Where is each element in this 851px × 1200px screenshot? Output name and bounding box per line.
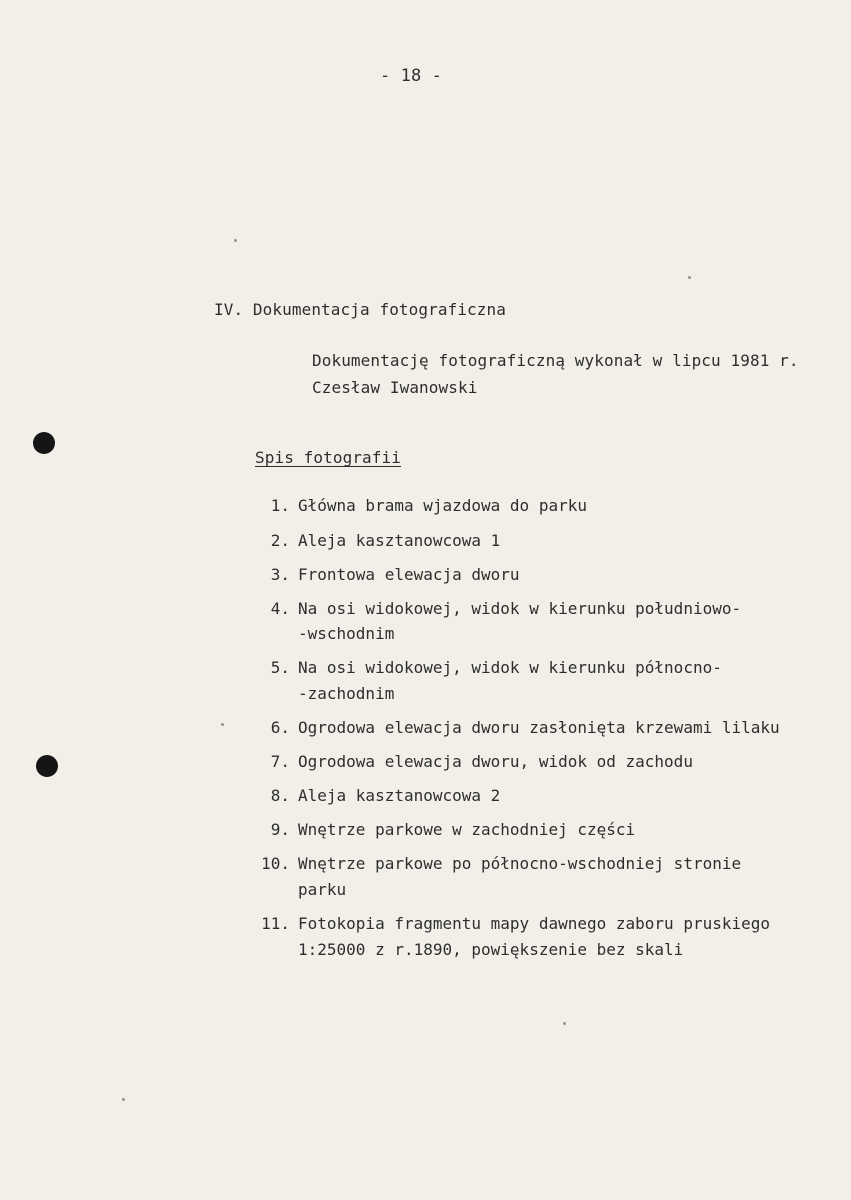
list-item-text: Na osi widokowej, widok w kierunku południowo- (298, 599, 742, 618)
list-item-number: 5. (270, 658, 290, 677)
list-item-text: Ogrodowa elewacja dworu, widok od zachodu (298, 752, 693, 771)
paper-speck (688, 276, 691, 279)
list-item-number: 10. (261, 854, 290, 873)
list-item-text: Wnętrze parkowe po północno-wschodniej stronie (298, 854, 742, 873)
list-item-text: Aleja kasztanowcowa 2 (298, 786, 501, 805)
list-title: Spis fotografii (255, 448, 401, 467)
list-item-text: Frontowa elewacja dworu (298, 565, 520, 584)
list-item-text: Wnętrze parkowe w zachodniej części (298, 820, 636, 839)
list-item-number: 4. (270, 599, 290, 618)
list-item-text: -zachodnim (298, 684, 395, 703)
list-item-text: Ogrodowa elewacja dworu zasłonięta krzewami lilaku (298, 718, 780, 737)
paper-speck (122, 1098, 125, 1101)
list-item-text: Fotokopia fragmentu mapy dawnego zaboru pruskiego (298, 914, 771, 933)
section-heading: IV. Dokumentacja fotograficzna (214, 300, 506, 319)
list-item-number: 11. (261, 914, 290, 933)
paper-speck (221, 723, 224, 726)
list-item-number: 2. (270, 531, 290, 550)
paper-speck (563, 1022, 566, 1025)
list-item-text: Główna brama wjazdowa do parku (298, 496, 587, 515)
punch-hole-top (33, 432, 55, 454)
list-item-text: Na osi widokowej, widok w kierunku północno- (298, 658, 722, 677)
list-item-number: 1. (270, 496, 290, 515)
list-item-text: Aleja kasztanowcowa 1 (298, 531, 501, 550)
paper-speck (234, 239, 237, 242)
list-item-text: -wschodnim (298, 624, 395, 643)
list-item-number: 9. (270, 820, 290, 839)
list-item-number: 8. (270, 786, 290, 805)
list-item-text: 1:25000 z r.1890, powiększenie bez skali (298, 940, 684, 959)
intro-text: Dokumentację fotograficzną wykonał w lipcu 1981 r. (312, 351, 799, 370)
list-item-number: 7. (270, 752, 290, 771)
punch-hole-bottom (36, 755, 58, 777)
page-number: - 18 - (380, 66, 443, 86)
list-item-number: 3. (270, 565, 290, 584)
list-item-text: parku (298, 880, 347, 899)
author-name: Czesław Iwanowski (312, 378, 478, 397)
list-item-number: 6. (270, 718, 290, 737)
